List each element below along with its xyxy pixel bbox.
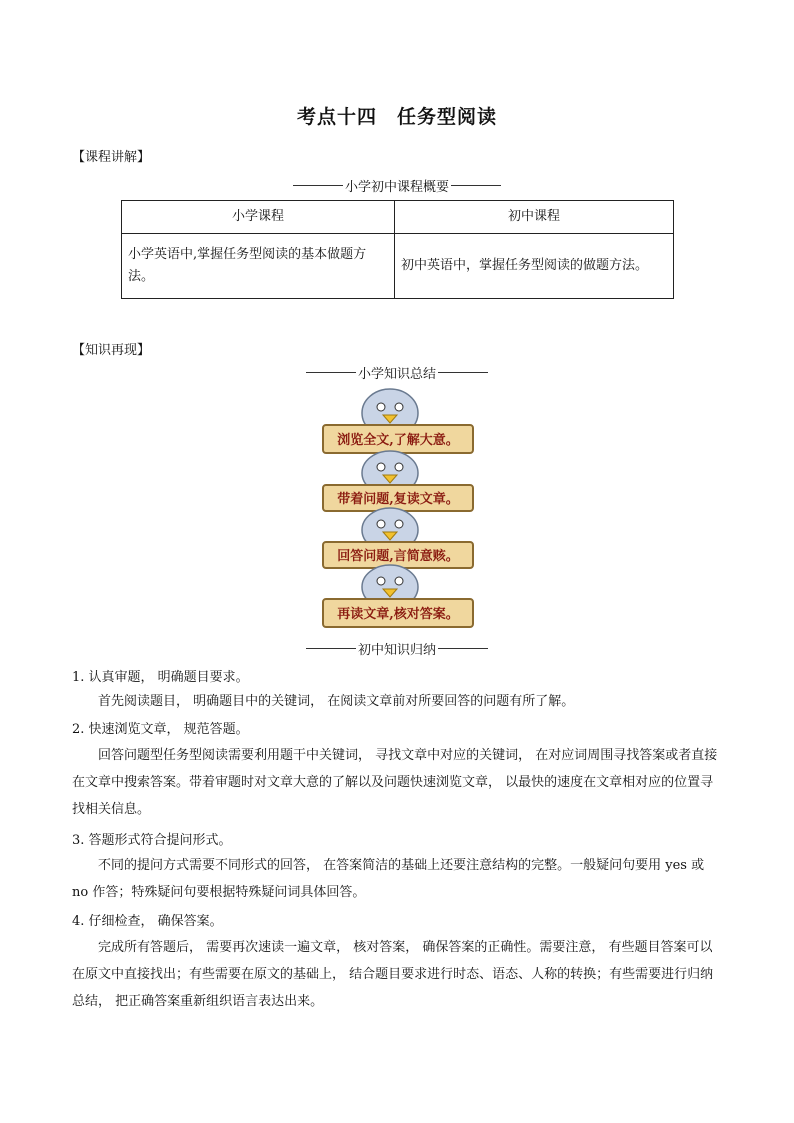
junior-divider-title xyxy=(0,639,794,658)
cell-primary: 小学英语中,掌握任务型阅读的基本做题方法。 xyxy=(122,234,395,299)
primary-title: 小学知识总结 xyxy=(357,367,436,382)
divider-line xyxy=(438,648,488,649)
point-heading: 2. 快速浏览文章， 规范答题。 xyxy=(72,722,249,737)
point-heading: 3. 答题形式符合提问形式。 xyxy=(72,833,232,848)
primary-divider-title xyxy=(0,363,794,382)
point-body: 完成所有答题后， 需要再次速读一遍文章， 核对答案， 确保答案的正确性。需要注意， 有些题目答案可以在原文中直接找出；有些需要在原文的基础上， 结合题目要求进行时态、语态、人称的转换；有些需要进行归纳总结， 把正确答案重新组织语言表达出来。 xyxy=(72,940,714,1009)
divider-line xyxy=(293,185,343,186)
step-banner xyxy=(323,599,473,627)
course-overview-table xyxy=(121,200,674,299)
header-primary: 小学课程 xyxy=(122,201,395,234)
step-banner xyxy=(323,425,473,453)
step-banner xyxy=(323,542,473,568)
divider-line xyxy=(306,648,356,649)
divider-line xyxy=(451,185,501,186)
steps-illustration xyxy=(315,385,475,630)
junior-title: 初中知识归纳 xyxy=(357,643,436,658)
step-label: 带着问题,复读文章。 xyxy=(337,492,459,507)
step-label: 再读文章,核对答案。 xyxy=(337,607,459,622)
step-banner xyxy=(323,485,473,511)
point-body: 不同的提问方式需要不同形式的回答， 在答案简洁的基础上还要注意结构的完整。一般疑问句要用 yes 或 no 作答；特殊疑问句要根据特殊疑问词具体回答。 xyxy=(72,858,705,900)
point-heading: 4. 仔细检查， 确保答案。 xyxy=(72,914,223,929)
section-heading-lesson: 【课程讲解】 xyxy=(72,150,151,165)
step-label: 浏览全文,了解大意。 xyxy=(337,433,459,448)
section-heading-knowledge: 【知识再现】 xyxy=(72,343,151,358)
point-heading: 1. 认真审题， 明确题目要求。 xyxy=(72,670,249,685)
divider-line xyxy=(306,372,356,373)
overview-divider-title xyxy=(0,176,794,195)
header-junior: 初中课程 xyxy=(395,201,674,234)
overview-title: 小学初中课程概要 xyxy=(344,180,449,195)
cell-junior: 初中英语中，掌握任务型阅读的做题方法。 xyxy=(395,234,674,299)
table-header-row xyxy=(122,201,674,234)
page-title: 考点十四 任务型阅读 xyxy=(296,106,497,128)
table-row xyxy=(122,234,674,299)
point-body: 首先阅读题目， 明确题目中的关键词， 在阅读文章前对所要回答的问题有所了解。 xyxy=(98,694,575,709)
step-label: 回答问题,言简意赅。 xyxy=(337,549,459,564)
divider-line xyxy=(438,372,488,373)
point-body: 回答问题型任务型阅读需要利用题干中关键词， 寻找文章中对应的关键词， 在对应词周围寻找答案或者直接在文章中搜索答案。带着审题时对文章大意的了解以及问题快速浏览文章， 以最快的速度在文章相对应的位置寻找相关信息。 xyxy=(72,748,718,817)
